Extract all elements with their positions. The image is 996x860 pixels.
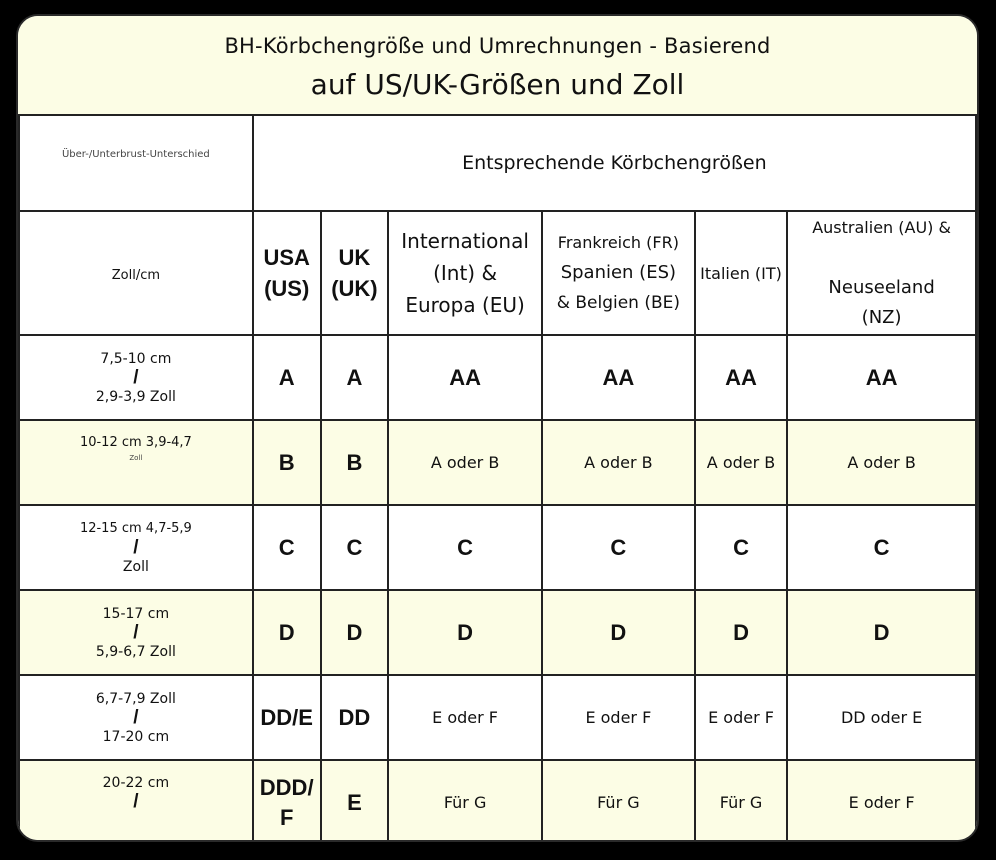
- row-label-line: 2,9-3,9 Zoll: [95, 388, 176, 405]
- cell-it: C: [695, 505, 787, 590]
- row-label-line: 10-12 cm 3,9-4,7: [79, 435, 192, 450]
- cell-us-line: F: [279, 804, 294, 830]
- cell-int: D: [388, 590, 542, 675]
- row-label-line: 15-17 cm: [102, 605, 170, 622]
- cell-au: C: [787, 505, 976, 590]
- row-label-slash: /: [133, 366, 139, 388]
- col-header-fr-line: & Belgien (BE): [556, 293, 681, 313]
- col-header-au-line: Australien (AU) &: [812, 218, 951, 237]
- cell-us-line: DDD/: [259, 774, 314, 800]
- difference-label: Über-/Unterbrust-Unterschied: [61, 149, 210, 160]
- row-label-line: 6,7-7,9 Zoll: [95, 690, 176, 707]
- cell-int: AA: [388, 335, 542, 420]
- col-header-fr-line: Frankreich (FR): [557, 233, 679, 252]
- cell-fr: C: [542, 505, 695, 590]
- row-label-line: 7,5-10 cm: [100, 350, 172, 367]
- cell-it: Für G: [695, 760, 787, 842]
- col-header-au-line: [788, 243, 975, 273]
- group-label: Entsprechende Körbchengrößen: [462, 152, 767, 174]
- difference-header-cell: [19, 115, 253, 211]
- col-header-it: [695, 211, 787, 335]
- col-header-int: [388, 211, 542, 335]
- title-line-1: BH-Körbchengröße und Umrechnungen - Basierend: [224, 34, 771, 58]
- row-label-cell: [19, 590, 253, 675]
- cell-int: E oder F: [388, 675, 542, 760]
- col-header-uk-line: UK: [338, 245, 371, 270]
- col-header-int-line: Europa (EU): [405, 293, 525, 317]
- cell-au: DD oder E: [787, 675, 976, 760]
- cell-us: D: [253, 590, 321, 675]
- cell-int: Für G: [388, 760, 542, 842]
- col-header-us-line: USA: [263, 245, 310, 270]
- row-label-cell: [19, 505, 253, 590]
- col-header-it-label: Italien (IT): [700, 263, 782, 283]
- col-header-int-line: (Int) &: [433, 261, 498, 285]
- title-line-2: auf US/UK-Größen und Zoll: [310, 68, 685, 101]
- cell-us: DD/E: [253, 675, 321, 760]
- col-header-uk-line: (UK): [331, 276, 378, 301]
- table-row: [19, 335, 976, 420]
- cell-us: C: [253, 505, 321, 590]
- col-header-us: [253, 211, 321, 335]
- cell-int: C: [388, 505, 542, 590]
- title-block: [18, 16, 977, 116]
- table-row: [19, 760, 976, 842]
- cell-it: E oder F: [695, 675, 787, 760]
- size-conversion-table: [18, 114, 977, 842]
- cell-fr: D: [542, 590, 695, 675]
- row-label-line: 12-15 cm 4,7-5,9: [79, 520, 192, 536]
- cell-fr: E oder F: [542, 675, 695, 760]
- col-header-au-line: (NZ): [861, 307, 902, 328]
- cell-it: A oder B: [695, 420, 787, 505]
- cell-uk: D: [321, 590, 389, 675]
- col-header-au-line: Neuseeland: [828, 277, 935, 298]
- col-header-uk: [321, 211, 389, 335]
- col-header-fr: [542, 211, 695, 335]
- cell-uk: B: [321, 420, 389, 505]
- cell-fr: AA: [542, 335, 695, 420]
- row-label-cell: [19, 760, 253, 842]
- row-label-line: 20-22 cm: [102, 775, 170, 791]
- unit-header-cell: [19, 211, 253, 335]
- cell-uk: A: [321, 335, 389, 420]
- table-row: [19, 420, 976, 505]
- cell-au: D: [787, 590, 976, 675]
- table-row: [19, 675, 976, 760]
- cell-uk: DD: [321, 675, 389, 760]
- col-header-int-line: International: [401, 229, 529, 253]
- cell-us: A: [253, 335, 321, 420]
- group-header-cell: [253, 115, 976, 211]
- cell-au: AA: [787, 335, 976, 420]
- row-label-line: Zoll: [129, 454, 143, 462]
- cell-uk: C: [321, 505, 389, 590]
- col-header-us-line: (US): [264, 276, 310, 301]
- header-row-2: [19, 211, 976, 335]
- cell-au: E oder F: [787, 760, 976, 842]
- cell-au: A oder B: [787, 420, 976, 505]
- row-label-slash: /: [133, 621, 139, 643]
- header-row-1: [19, 115, 976, 211]
- cell-int: A oder B: [388, 420, 542, 505]
- table-row: [19, 505, 976, 590]
- cell-fr: Für G: [542, 760, 695, 842]
- cell-us: B: [253, 420, 321, 505]
- row-label-cell: [19, 420, 253, 505]
- cell-uk: E: [321, 760, 389, 842]
- col-header-au: [787, 211, 976, 335]
- row-label-line: Zoll: [122, 558, 149, 575]
- row-label-line: 5,9-6,7 Zoll: [95, 643, 176, 660]
- col-header-fr-line: Spanien (ES): [560, 262, 677, 283]
- table-row: [19, 590, 976, 675]
- cell-it: D: [695, 590, 787, 675]
- row-label-slash: /: [133, 536, 139, 558]
- size-chart-card: [16, 14, 979, 842]
- cell-us: [253, 760, 321, 842]
- row-label-line: 17-20 cm: [102, 728, 170, 745]
- cell-fr: A oder B: [542, 420, 695, 505]
- cell-it: AA: [695, 335, 787, 420]
- row-label-cell: [19, 675, 253, 760]
- row-label-slash: /: [133, 706, 139, 728]
- row-label-cell: [19, 335, 253, 420]
- row-label-slash: /: [133, 791, 139, 812]
- unit-label: Zoll/cm: [111, 267, 161, 283]
